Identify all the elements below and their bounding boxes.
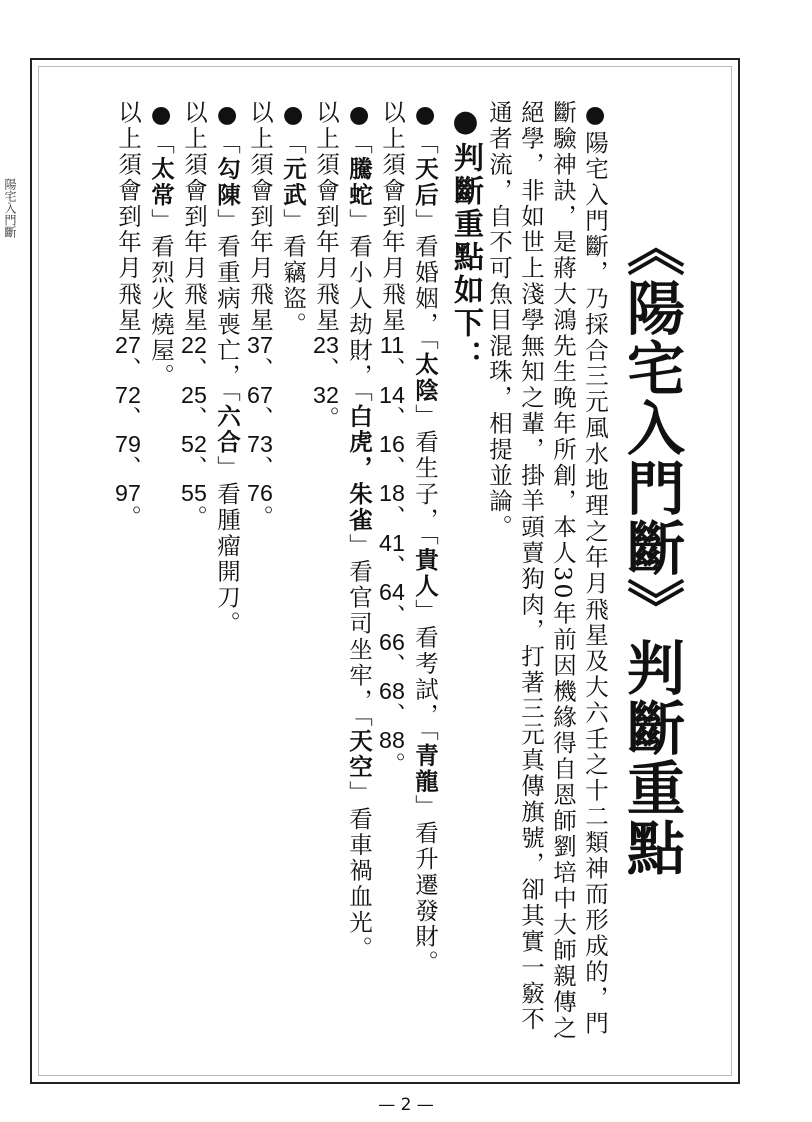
separator: 、 xyxy=(378,406,406,432)
star-number: 73 xyxy=(247,431,273,456)
separator: 、 xyxy=(246,455,274,482)
separator: 、 xyxy=(312,356,340,383)
subheading-bullet: ● xyxy=(448,104,483,142)
deity-name: 太陰 xyxy=(411,351,439,404)
point-5-rule xyxy=(116,100,140,531)
point-text: 」看竊盜。 xyxy=(279,208,307,338)
point-5 xyxy=(149,100,173,389)
end-mark: 。 xyxy=(180,504,208,531)
star-number: 22 xyxy=(181,333,207,357)
star-number: 27 xyxy=(115,333,141,357)
deity-name: 青龍 xyxy=(411,742,439,795)
star-number: 52 xyxy=(181,431,207,456)
star-number: 37 xyxy=(247,333,273,357)
rule-prefix: 以上須會到年月飛星 xyxy=(378,100,406,334)
bullet-icon: ● xyxy=(213,100,241,131)
star-number: 14 xyxy=(379,382,405,407)
deity-name: 騰蛇 xyxy=(345,156,373,209)
deity-name: 勾陳 xyxy=(213,156,241,209)
deity-name: 貴人 xyxy=(411,547,439,600)
end-mark: 。 xyxy=(114,504,142,531)
star-number: 72 xyxy=(115,382,141,407)
bullet-icon: ● xyxy=(147,100,175,131)
separator: 、 xyxy=(114,406,142,432)
separator: 、 xyxy=(378,702,406,729)
point-4-rule xyxy=(182,100,206,531)
end-mark: 。 xyxy=(246,504,274,531)
star-number: 79 xyxy=(115,431,141,456)
point-text: 」看官司坐牢，「 xyxy=(345,533,373,729)
star-number: 66 xyxy=(379,629,405,654)
separator: 、 xyxy=(246,356,274,383)
point-1-rule xyxy=(380,100,404,778)
bullet-icon: ● xyxy=(345,100,373,131)
point-text: 「 xyxy=(279,130,307,157)
point-text: 」看婚姻，「 xyxy=(411,208,439,352)
bullet-icon: ● xyxy=(279,100,307,131)
point-4 xyxy=(215,100,239,637)
star-number: 68 xyxy=(379,678,405,703)
subheading xyxy=(448,104,483,373)
star-number: 41 xyxy=(379,530,405,555)
point-text: 」看車禍血光。 xyxy=(345,780,373,962)
star-number: 11 xyxy=(379,333,405,357)
separator: 、 xyxy=(114,356,142,383)
separator: 、 xyxy=(378,653,406,679)
intro-line-3: 絕學，非如世上淺學無知之輩，掛羊頭賣狗肉，打著三元真傳旗號，卻其實一竅不 xyxy=(517,100,545,1033)
separator: 、 xyxy=(378,603,406,630)
end-mark: 。 xyxy=(312,406,340,432)
point-text: 」看烈火燒屋。 xyxy=(147,208,175,390)
deity-name: 太常 xyxy=(147,156,175,209)
star-number: 76 xyxy=(247,481,273,505)
star-number: 18 xyxy=(379,481,405,505)
point-text: 」看小人劫財，「 xyxy=(345,208,373,404)
intro-line-4: 通者流，自不可魚目混珠，相提並論。 xyxy=(485,100,513,541)
star-number: 23 xyxy=(313,333,339,357)
running-header: 陽宅入門斷 xyxy=(3,178,17,238)
separator: 、 xyxy=(180,356,208,383)
separator: 、 xyxy=(180,455,208,482)
star-number: 55 xyxy=(181,481,207,505)
separator: 、 xyxy=(378,504,406,531)
star-number: 32 xyxy=(313,382,339,407)
point-text: 」看升遷發財。 xyxy=(411,794,439,976)
separator: 、 xyxy=(180,406,208,432)
point-text: 」看重病喪亡，「 xyxy=(213,208,241,404)
deity-name: 六合 xyxy=(213,403,241,456)
separator: 、 xyxy=(114,455,142,482)
point-text: 「 xyxy=(213,130,241,157)
point-3-rule xyxy=(248,100,272,531)
star-number: 64 xyxy=(379,580,405,604)
rule-prefix: 以上須會到年月飛星 xyxy=(246,100,274,334)
rule-prefix: 以上須會到年月飛星 xyxy=(114,100,142,334)
bullet-icon: ● xyxy=(411,100,439,131)
page-title: 《陽宅入門斷》判斷重點 xyxy=(617,218,685,878)
point-1 xyxy=(413,100,437,976)
rule-prefix: 以上須會到年月飛星 xyxy=(312,100,340,334)
page-frame xyxy=(30,58,740,1084)
intro-line-1: ●陽宅入門斷，乃採合三元風水地理之年月飛星及大六壬之十二類神而形成的，門 xyxy=(581,100,609,1037)
subheading-text: 判斷重點如下： xyxy=(448,142,483,373)
star-number: 88 xyxy=(379,728,405,752)
page-number: — 2 — xyxy=(378,1095,434,1115)
point-text: 」看腫瘤開刀。 xyxy=(213,455,241,637)
separator: 、 xyxy=(378,554,406,581)
rule-prefix: 以上須會到年月飛星 xyxy=(180,100,208,334)
point-2-rule xyxy=(314,100,338,432)
separator: 、 xyxy=(378,455,406,482)
end-mark: 。 xyxy=(378,751,406,778)
point-text: 「 xyxy=(147,130,175,157)
star-number: 97 xyxy=(115,481,141,505)
star-number: 25 xyxy=(181,382,207,407)
deity-name: 元武 xyxy=(279,156,307,209)
star-number: 16 xyxy=(379,431,405,456)
point-3 xyxy=(281,100,305,338)
deity-name: 白虎，朱雀 xyxy=(345,403,373,534)
separator: 、 xyxy=(246,406,274,432)
point-text: 」看考試，「 xyxy=(411,599,439,743)
star-number: 67 xyxy=(247,382,273,407)
point-text: 「 xyxy=(411,130,439,157)
deity-name: 天后 xyxy=(411,156,439,209)
intro-line-2: 斷驗神訣，是蔣大鴻先生晚年所創，本人30年前因機緣得自恩師劉培中大師親傳之 xyxy=(549,100,577,1042)
point-text: 」看生子，「 xyxy=(411,403,439,548)
separator: 、 xyxy=(378,356,406,383)
point-text: 「 xyxy=(345,130,373,157)
point-2 xyxy=(347,100,371,962)
deity-name: 天空 xyxy=(345,728,373,781)
